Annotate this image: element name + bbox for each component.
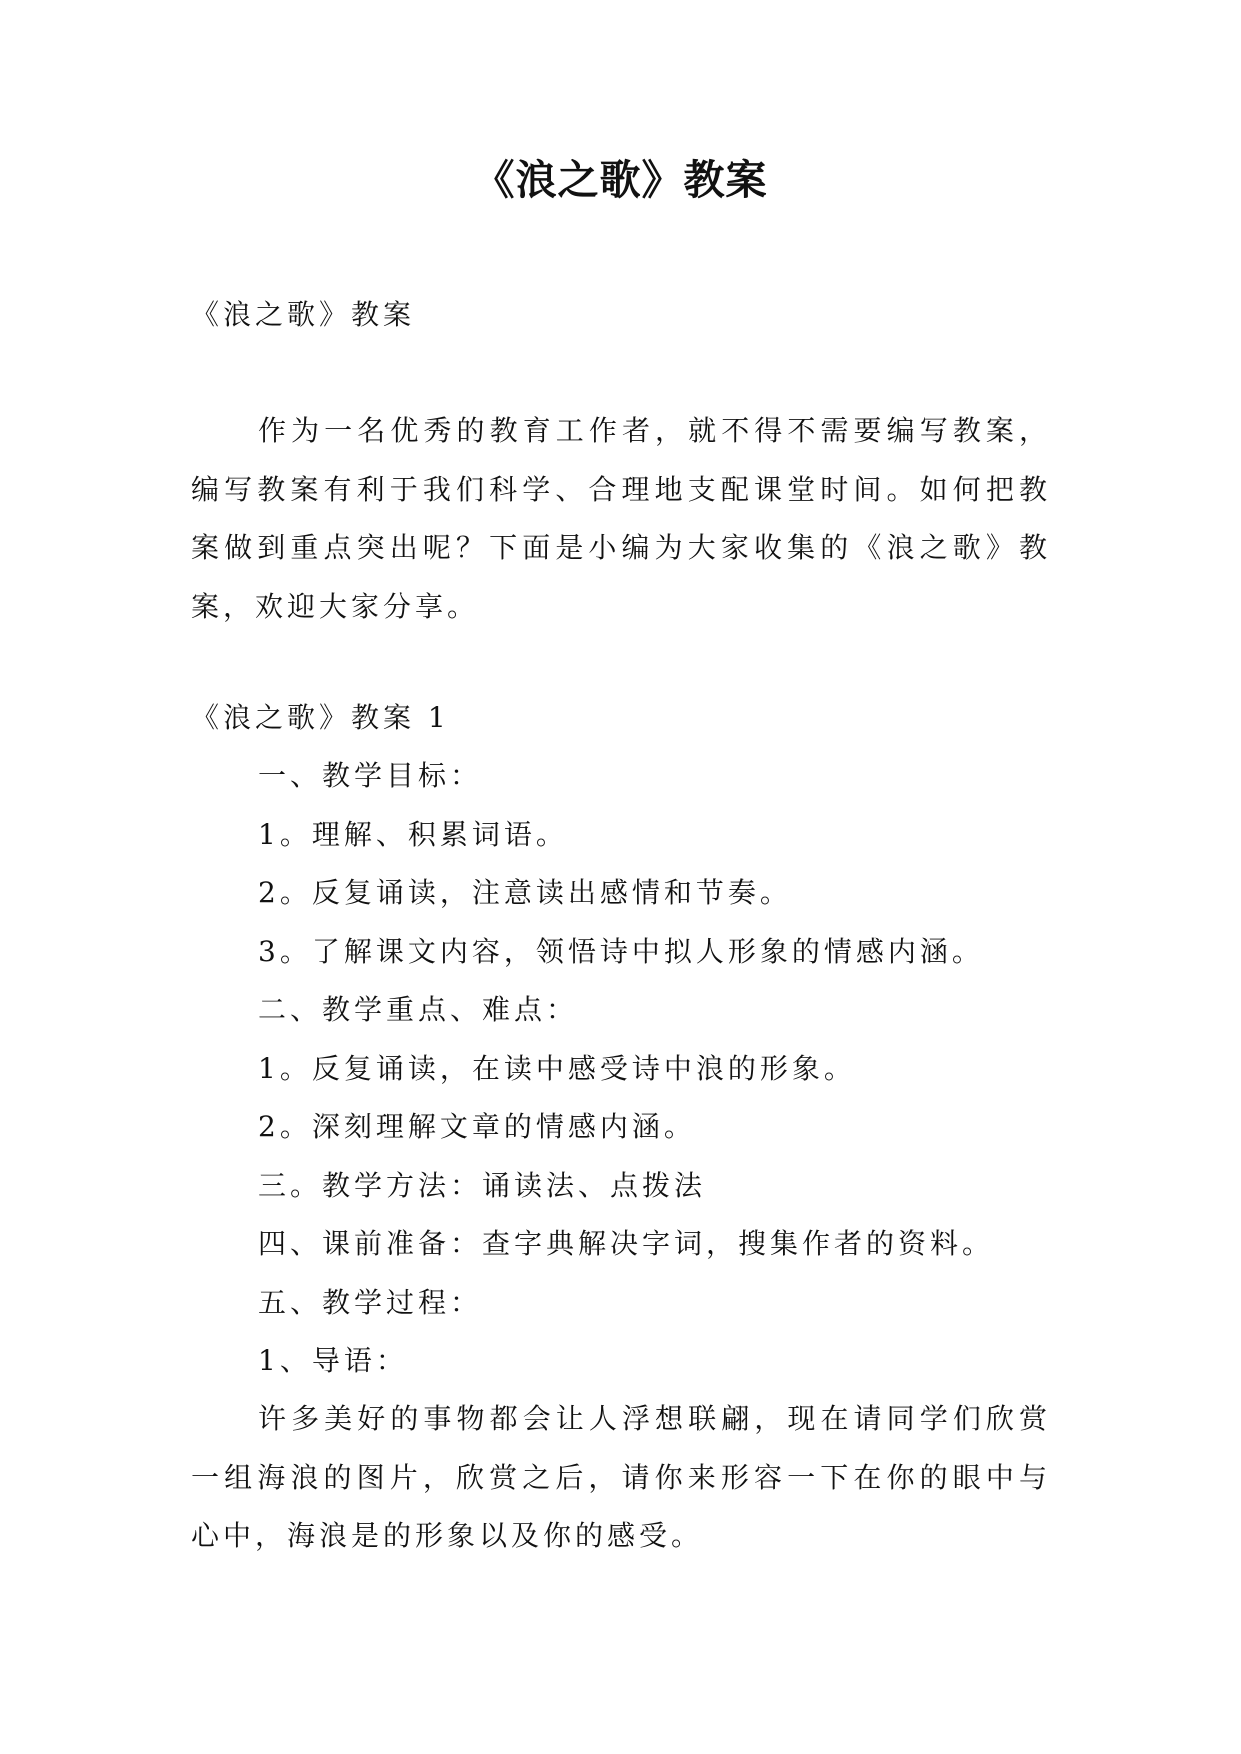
closing-paragraph: 许多美好的事物都会让人浮想联翩，现在请同学们欣赏一组海浪的图片，欣赏之后，请你来形容一下在你的眼中与心中，海浪是的形象以及你的感受。 bbox=[191, 1402, 1051, 1552]
list-item: 1。反复诵读，在读中感受诗中浪的形象。 bbox=[258, 1052, 856, 1085]
list-item: 一、教学目标： bbox=[258, 759, 483, 792]
list-item: 三。教学方法：诵读法、点拨法 bbox=[258, 1169, 707, 1202]
list-item: 1。理解、积累词语。 bbox=[258, 818, 568, 851]
section-heading: 《浪之歌》教案 1 bbox=[191, 701, 450, 734]
list-item: 二、教学重点、难点： bbox=[258, 993, 579, 1026]
list-item: 3。了解课文内容，领悟诗中拟人形象的情感内涵。 bbox=[258, 935, 984, 968]
document-title: 《浪之歌》教案 bbox=[473, 156, 768, 204]
list-item: 2。深刻理解文章的情感内涵。 bbox=[258, 1110, 696, 1143]
list-item: 五、教学过程： bbox=[258, 1286, 483, 1319]
list-item: 四、课前准备：查字典解决字词，搜集作者的资料。 bbox=[258, 1227, 995, 1260]
document-subtitle: 《浪之歌》教案 bbox=[191, 298, 416, 331]
list-item: 2。反复诵读，注意读出感情和节奏。 bbox=[258, 876, 792, 909]
intro-paragraph: 作为一名优秀的教育工作者，就不得不需要编写教案，编写教案有利于我们科学、合理地支配课堂时间。如何把教案做到重点突出呢？下面是小编为大家收集的《浪之歌》教案，欢迎大家分享。 bbox=[191, 414, 1051, 623]
list-item: 1、导语： bbox=[258, 1344, 408, 1377]
